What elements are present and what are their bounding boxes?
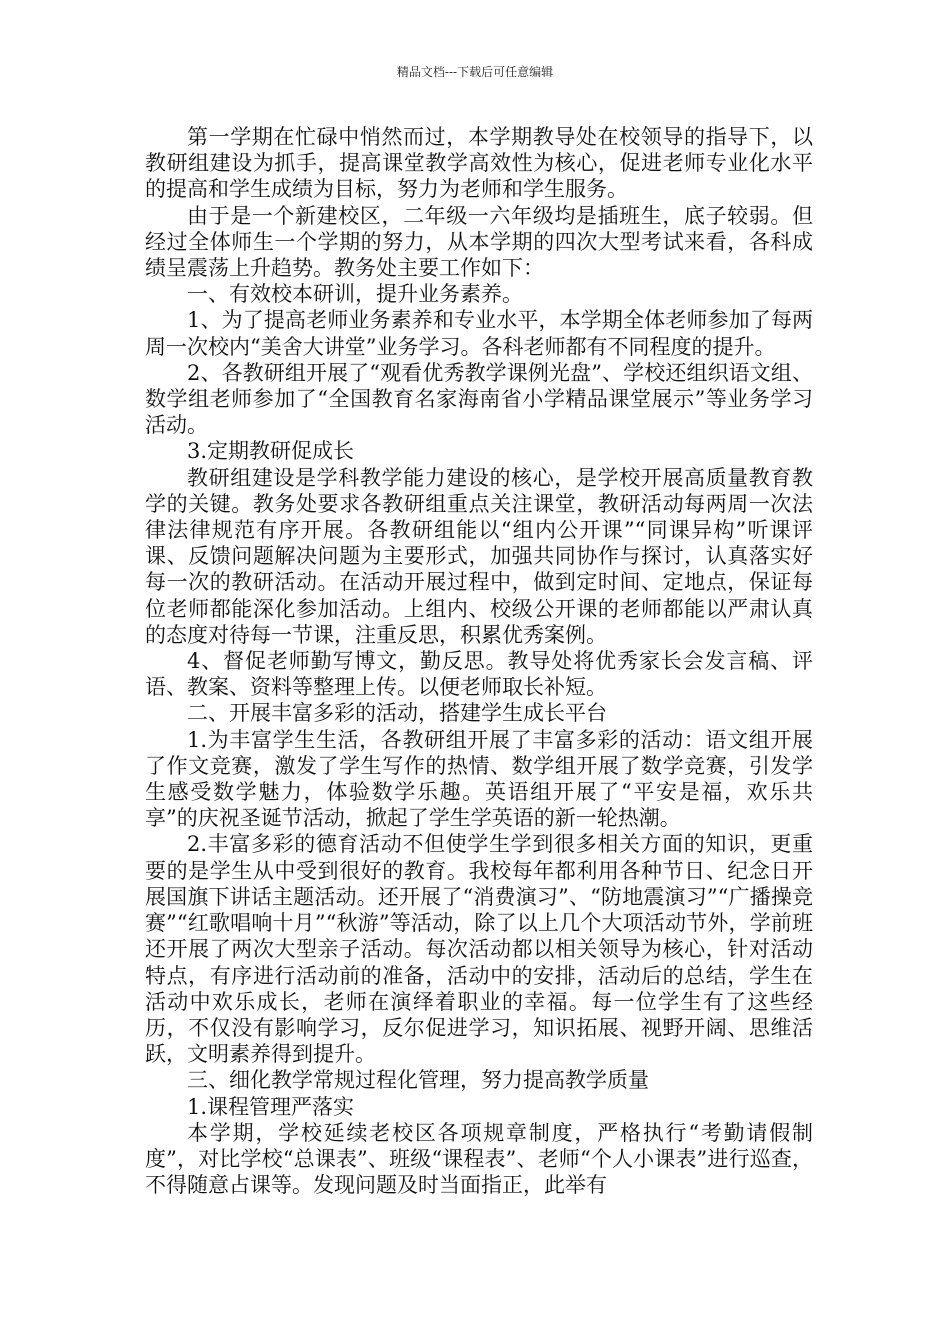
paragraph-1-1: 1、为了提高老师业务素养和专业水平，本学期全体老师参加了每两周一次校内“美舍大讲堂”业务学习。各科老师都有不同程度的提升。 xyxy=(145,308,813,359)
section-heading-2: 二、开展丰富多彩的活动，搭建学生成长平台 xyxy=(187,701,607,726)
paragraph-1-3: 教研组建设是学科教学能力建设的核心，是学校开展高质量教育教学的关键。教务处要求各教研组重点关注课堂，教研活动每两周一次法律法律规范有序开展。各教研组能以“组内公开课”“同课异构”听课评课、反馈问题解决问题为主要形式，加强共同协作与探讨，认真落实好每一次的教研活动。在活动开展过程中，做到定时间、定地点，保证每位老师都能深化参加活动。上组内、校级公开课的老师都能以严肃认真的态度对待每一节课，注重反思，积累优秀案例。 xyxy=(145,465,813,647)
paragraph-intro: 第一学期在忙碌中悄然而过，本学期教导处在校领导的指导下，以教研组建设为抓手，提高课堂教学高效性为核心，促进老师专业化水平的提高和学生成绩为目标，努力为老师和学生服务。 xyxy=(145,125,813,202)
paragraph-1-4: 4、督促老师勤写博文，勤反思。教导处将优秀家长会发言稿、评语、教案、资料等整理上传。以便老师取长补短。 xyxy=(145,649,813,700)
document-body xyxy=(145,124,813,1198)
paragraph-3-1: 本学期，学校延续老校区各项规章制度，严格执行“考勤请假制度”，对比学校“总课表”、班级“课程表”、老师“个人小课表”进行巡查，不得随意占课等。发现问题及时当面指正，此举有 xyxy=(145,1120,813,1198)
paragraph-2-2: 2.丰富多彩的德育活动不但使学生学到很多相关方面的知识，更重要的是学生从中受到很好的教育。我校每年都利用各种节日、纪念日开展国旗下讲话主题活动。还开展了“消费演习”、“防地震演习”“广播操竞赛”“红歌唱响十月”“秋游”等活动，除了以上几个大项活动节外，学前班还开展了两次大型亲子活动。每次活动都以相关领导为核心，针对活动特点，有序进行活动前的准备，活动中的安排，活动后的总结，学生在活动中欢乐成长，老师在演绎着职业的幸福。每一位学生有了这些经历，不仅没有影响学习，反尔促进学习，知识拓展、视野开阔、思维活跃，文明素养得到提升。 xyxy=(145,832,813,1067)
paragraph-2-1: 1.为丰富学生生活，各教研组开展了丰富多彩的活动：语文组开展了作文竞赛，激发了学生写作的热情、数学组开展了数学竞赛，引发学生感受数学魅力，体验数学乐趣。英语组开展了“平安是福，欢乐共享”的庆祝圣诞节活动，掀起了学生学英语的新一轮热潮。 xyxy=(145,727,813,831)
paragraph-1-2: 2、各教研组开展了“观看优秀教学课例光盘”、学校还组织语文组、数学组老师参加了“全国教育名家海南省小学精品课堂展示”等业务学习活动。 xyxy=(145,360,813,438)
section-heading-1: 一、有效校本研训，提升业务素养。 xyxy=(187,282,523,307)
subheading-3-1: 1.课程管理严落实 xyxy=(187,1094,355,1119)
paragraph-background: 由于是一个新建校区，二年级一六年级均是插班生，底子较弱。但经过全体师生一个学期的努力，从本学期的四次大型考试来看，各科成绩呈震荡上升趋势。教务处主要工作如下： xyxy=(145,203,813,281)
page-header: 精品文档---下载后可任意编辑 xyxy=(396,65,554,79)
subheading-1-3: 3.定期教研促成长 xyxy=(187,439,355,464)
section-heading-3: 三、细化教学常规过程化管理，努力提高教学质量 xyxy=(187,1068,649,1093)
